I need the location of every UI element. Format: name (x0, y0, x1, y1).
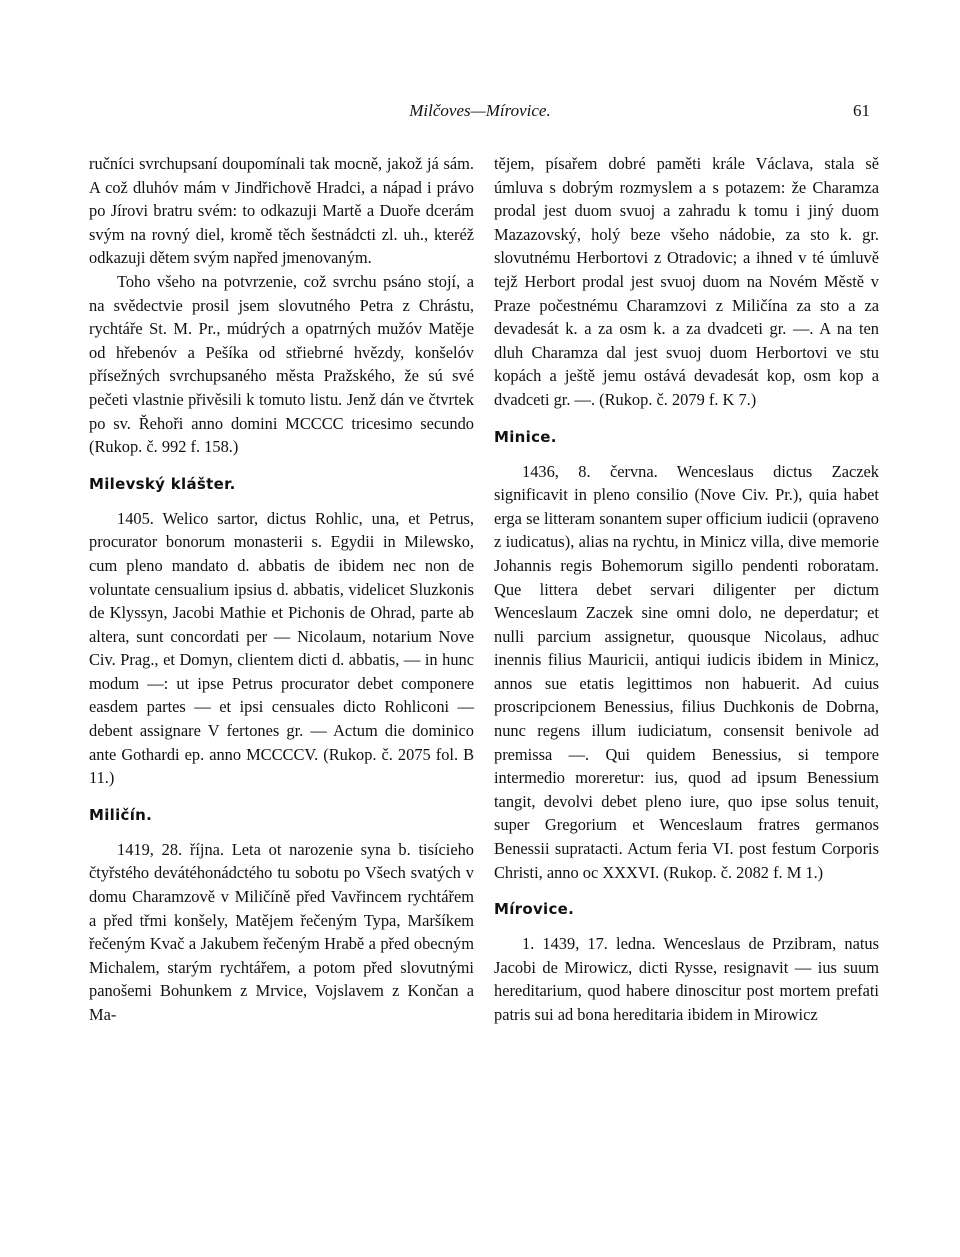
page-title: Milčoves—Mírovice. (409, 101, 551, 120)
page-number: 61 (853, 101, 870, 120)
section-heading-milevsky-klaster: Milevský klášter. (89, 474, 236, 493)
section-heading-mirovice: Mírovice. (494, 900, 575, 919)
right-column (494, 152, 879, 1027)
section-heading-milicin: Miličín. (89, 805, 153, 824)
paragraph-1436: 1436, 8. června. Wenceslaus dictus Zaczek significavit in pleno consilio (Nove Civ. Pr.), quia habet erga se litteram sonantem super officium iudicii (opraveno z iudicatus), alias na rychtu, in Minicz villa, dive memorie Johannis regis Bohemorum sigillo pendenti roboratam. Que littera debet servari diligenter per dictum Wenceslaum Zaczek sine omni dolo, ne deperdatur; et nulli parcium assignetur, quousque Nicolaus, adhuc inennis filius Mauricii, antiqui iudicis ibidem in Minicz, annos sue etatis legittimos non habuerit. Ad cuius proscripcionem Benessius, filius Duchkonis de Dobrna, nunc regens illum iudiciatum, consensit benivole ad premissa —. Qui quidem Benessius, si tempore intermedio moreretur: ius, quod ad ipsum Benessium tangit, devolvi debet pleno iure, quo ipse solus tenuit, super Gregorium et Wenceslaum fratres germanos Benessii supratacti. Actum feria VI. post festum Corporis Christi, anno oc XXXVI. (Rukop. č. 2082 f. M 1.) (494, 461, 879, 882)
paragraph-continued: ručníci svrchupsaní doupomínali tak mocně, jakož já sám. A což dluhóv mám v Jindřichově Hradci, a nápad i právo po Jírovi bratru svém: to odkazuji Martě a Duoře dcerám svým na rovný diel, kromě těch šestnádcti zl. uh., kteréž odkazuji dětem svým napřed jmenovaným. (89, 154, 474, 268)
paragraph-1419: 1419, 28. října. Leta ot narozenie syna b. tisícieho čtyřstého devátéhonádctého tu sobotu po Všech svatých v domu Charamzově v Miličíně před Vavřincem rychtářem a před třmi konšely, Matějem řečeným Typa, Maršíkem řečeným Kvač a Jakubem řečeným Hrabě a před obecným Michalem, starým rychtářem, a potom před slovutnými panošemi Bohunkem z Mrvice, Vojslavem z Končan a Ma- (89, 839, 474, 1024)
paragraph-continued-right: tějem, písařem dobré paměti krále Václava, stala sě úmluva s dobrým rozmyslem a s potazem: že Charamza prodal jest duom svuoj a zahradu k tomu i jiný duom Mazazovský, holý beze všeho nádobie, za sto k. gr. slovutnému Herbortovi z Otradovic; a ihned v té úmluvě tejž Herbort prodal jest svuoj duom na Novém Městě v Praze počestnému Charamzovi z Miličína za sto a za devadesát k. a za osm k. a za dvadceti gr. —. A na ten dluh Charamza dal jest svuoj duom Herbortovi ve stu kopách a ještě jemu ostává devadesát kop, osm kop a dvadceti gr. —. (Rukop. č. 2079 f. K 7.) (494, 154, 879, 409)
section-heading-minice: Minice. (494, 427, 557, 446)
paragraph-toho-vseho: Toho všeho na potvrzenie, což svrchu psáno stojí, a na svědectvie prosil jsem slovutného Petra z Chrástu, rychtáře St. M. Pr., múdrých a opatrných mužóv Matěje od hřebenóv a Pešíka od střiebrné hvězdy, konšelóv přísežných svrchupsaného města Pražského, že sú své pečeti vlastnie přivěsili k tomuto listu. Jenž dán ve čtvrtek po sv. Řehoři anno domini MCCCC tricesimo secundo (Rukop. č. 992 f. 158.) (89, 271, 474, 457)
paragraph-1439: 1. 1439, 17. ledna. Wenceslaus de Przibram, natus Jacobi de Mirowicz, dicti Rysse, resignavit — ius suum hereditarium, quod habere dinoscitur post mortem prefati patris sui ad bona hereditaria ibidem in Mirowicz (494, 934, 879, 1024)
left-column (89, 152, 474, 1027)
paragraph-1405: 1405. Welico sartor, dictus Rohlic, una, et Petrus, procurator bonorum monasterii s. Egydii in Milewsko, cum pleno mandato d. abbatis de ibidem nec non de voluntate censualium ipsius d. abbatis, videlicet Sluzkonis de Klyssyn, Jacobi Mathie et Pichonis de Ohrad, parte ab altera, sunt concordati per — Nicolaum, notarium Nove Civ. Prag., et Domyn, clientem dicti d. abbatis, — in hunc modum —: ut ipse Petrus procurator debet componere easdem partes — et ipsi censuales dicto Rohliconi — debent assignare V fertones gr. — Actum die dominico ante Gothardi ep. anno MCCCCV. (Rukop. č. 2075 fol. B 11.) (89, 508, 474, 788)
